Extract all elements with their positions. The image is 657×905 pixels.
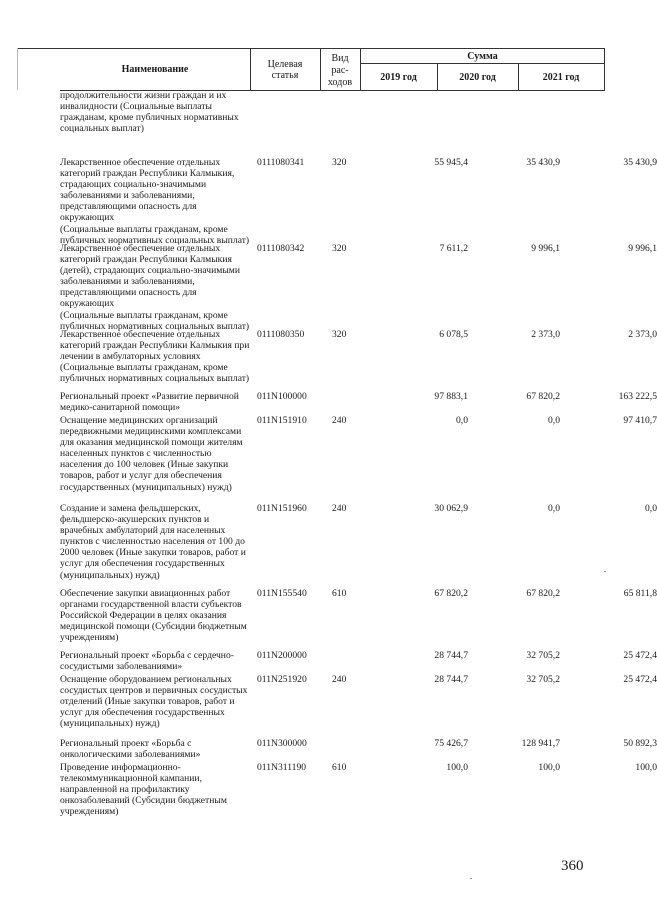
header-kind-line1: Вид: [331, 53, 349, 64]
row-value-2019: 28 744,7: [434, 674, 468, 685]
row-name: Региональный проект «Борьба с онкологическими заболеваниями»: [60, 738, 201, 761]
row-value-2021: 163 222,5: [618, 391, 657, 402]
row-name: Региональный проект «Борьба с сердечно- сосудистыми заболеваниями»: [60, 650, 234, 673]
row-code: 011N155540: [257, 588, 307, 599]
row-kind: 240: [332, 503, 347, 514]
row-value-2019: 30 062,9: [434, 503, 468, 514]
row-code: 011N251920: [257, 674, 307, 685]
table-row: [60, 391, 657, 415]
row-value-2019: 7 611,2: [439, 243, 468, 254]
row-value-2019: 6 078,5: [439, 329, 468, 340]
header-year-2021: 2021 год: [542, 72, 580, 83]
header-sum: Сумма: [467, 51, 498, 62]
row-name: продолжительности жизни граждан и их инвалидности (Социальные выплаты гражданам, кроме публичных нормативных социальных выплат): [60, 90, 239, 135]
header-year-2019: 2019 год: [380, 72, 417, 83]
table-row: [60, 674, 657, 738]
row-value-2021: 35 430,9: [623, 157, 657, 168]
scan-speck: [470, 878, 472, 879]
row-value-2020: 100,0: [538, 762, 560, 773]
table-row: [60, 738, 657, 762]
row-value-2021: 50 892,3: [623, 738, 657, 749]
row-name: Лекарственное обеспечение отдельных категорий граждан Республики Калмыкия (детей), страдающих социально-значимыми заболеваниями и заболеваниями, представляющими опасность для окружающих (Социальные выплаты гражданам, кроме публичных нормативных социальных выплат): [60, 243, 250, 332]
page-number: 360: [561, 858, 584, 874]
table-row: [60, 243, 657, 332]
row-name: Оснащение оборудованием региональных сосудистых центров и первичных сосудистых отделений (Иные закупки товаров, работ и услуг для обеспечения государственных (муниципальных) нужд): [60, 674, 248, 730]
row-value-2019: 75 426,7: [434, 738, 468, 749]
row-code: 011N151960: [257, 503, 307, 514]
header-target-line2: статья: [271, 70, 299, 81]
row-value-2020: 0,0: [548, 415, 560, 426]
row-name: Лекарственное обеспечение отдельных категорий граждан Республики Калмыкия, страдающих социально-значимыми заболеваниями и заболеваниями, представляющими опасность для окружающих (Социальные выплаты гражданам, кроме публичных нормативных социальных выплат): [60, 157, 250, 246]
row-name: Создание и замена фельдшерских, фельдшерско-акушерских пунктов и врачебных амбулаторий для населенных пунктов с численностью населения от 100 до 2000 человек (Иные закупки товаров, работ и услуг для обеспечения государственных (муниципальных) нужд): [60, 503, 246, 581]
row-value-2021: 9 996,1: [628, 243, 657, 254]
row-code: 011N300000: [257, 738, 307, 749]
row-value-2019: 100,0: [446, 762, 468, 773]
table-row: [60, 588, 657, 650]
header-target-line1: Целевая: [267, 59, 303, 70]
row-code: 0111080350: [257, 329, 305, 340]
header-kind-line3: ходов: [327, 77, 353, 88]
row-value-2021: 25 472,4: [623, 674, 657, 685]
row-code: 0111080341: [257, 157, 305, 168]
row-name: Лекарственное обеспечение отдельных категорий граждан Республики Калмыкия при лечении в амбулаторных условиях (Социальные выплаты гражданам, кроме публичных нормативных социальных выплат): [60, 329, 250, 385]
row-value-2020: 128 941,7: [521, 738, 560, 749]
row-name: Обеспечение закупки авиационных работ органами государственной власти субъектов Российской Федерации в целях оказания медицинской помощи (Субсидии бюджетным учреждениям): [60, 588, 247, 644]
row-value-2019: 55 945,4: [434, 157, 468, 168]
table-row: [60, 415, 657, 503]
table-row: [60, 762, 657, 824]
row-name: Проведение информационно- телекоммуникационной кампании, направленной на профилактику онкозаболеваний (Субсидии бюджетным учреждениям): [60, 762, 227, 818]
table-row: [60, 329, 657, 391]
table-row: [60, 650, 657, 674]
row-kind: 610: [332, 588, 347, 599]
row-kind: 240: [332, 415, 347, 426]
row-code: 011N151910: [257, 415, 307, 426]
row-value-2021: 65 811,8: [623, 588, 657, 599]
row-value-2020: 35 430,9: [526, 157, 560, 168]
row-value-2020: 2 373,0: [531, 329, 560, 340]
row-kind: 610: [332, 762, 347, 773]
row-kind: 320: [332, 157, 347, 168]
row-value-2020: 32 705,2: [526, 650, 560, 661]
table-body: [60, 90, 657, 824]
table-row: [60, 503, 657, 588]
row-value-2021: 2 373,0: [628, 329, 657, 340]
table-row: [60, 90, 605, 157]
header-kind-line2: рас-: [331, 65, 349, 76]
table-row: [60, 157, 657, 246]
row-code: 0111080342: [257, 243, 305, 254]
row-code: 011N311190: [257, 762, 307, 773]
row-value-2019: 67 820,2: [434, 588, 468, 599]
row-code: 011N200000: [257, 650, 307, 661]
row-code: 011N100000: [257, 391, 307, 402]
row-value-2021: 25 472,4: [623, 650, 657, 661]
row-value-2021: 100,0: [635, 762, 657, 773]
row-name: Региональный проект «Развитие первичной медико-санитарной помощи»: [60, 391, 239, 414]
row-name: Оснащение медицинских организаций передвижными медицинскими комплексами для оказания медицинской помощи жителям населенных пунктов с численностью населения до 100 человек (Иные закупки товаров, работ и услуг для обеспечения государственных (муниципальных) нужд): [60, 415, 243, 493]
row-value-2020: 67 820,2: [526, 391, 560, 402]
row-value-2021: 0,0: [645, 503, 657, 514]
row-value-2019: 0,0: [456, 415, 468, 426]
row-value-2020: 9 996,1: [531, 243, 560, 254]
row-kind: 320: [332, 329, 347, 340]
header-year-2020: 2020 год: [459, 72, 496, 83]
row-kind: 240: [332, 674, 347, 685]
header-name: Наименование: [121, 64, 189, 75]
row-kind: 320: [332, 243, 347, 254]
scan-speck: [604, 571, 606, 572]
row-value-2019: 97 883,1: [434, 391, 468, 402]
row-value-2019: 28 744,7: [434, 650, 468, 661]
row-value-2021: 97 410,7: [623, 415, 657, 426]
row-value-2020: 67 820,2: [526, 588, 560, 599]
row-value-2020: 32 705,2: [526, 674, 560, 685]
row-value-2020: 0,0: [548, 503, 560, 514]
